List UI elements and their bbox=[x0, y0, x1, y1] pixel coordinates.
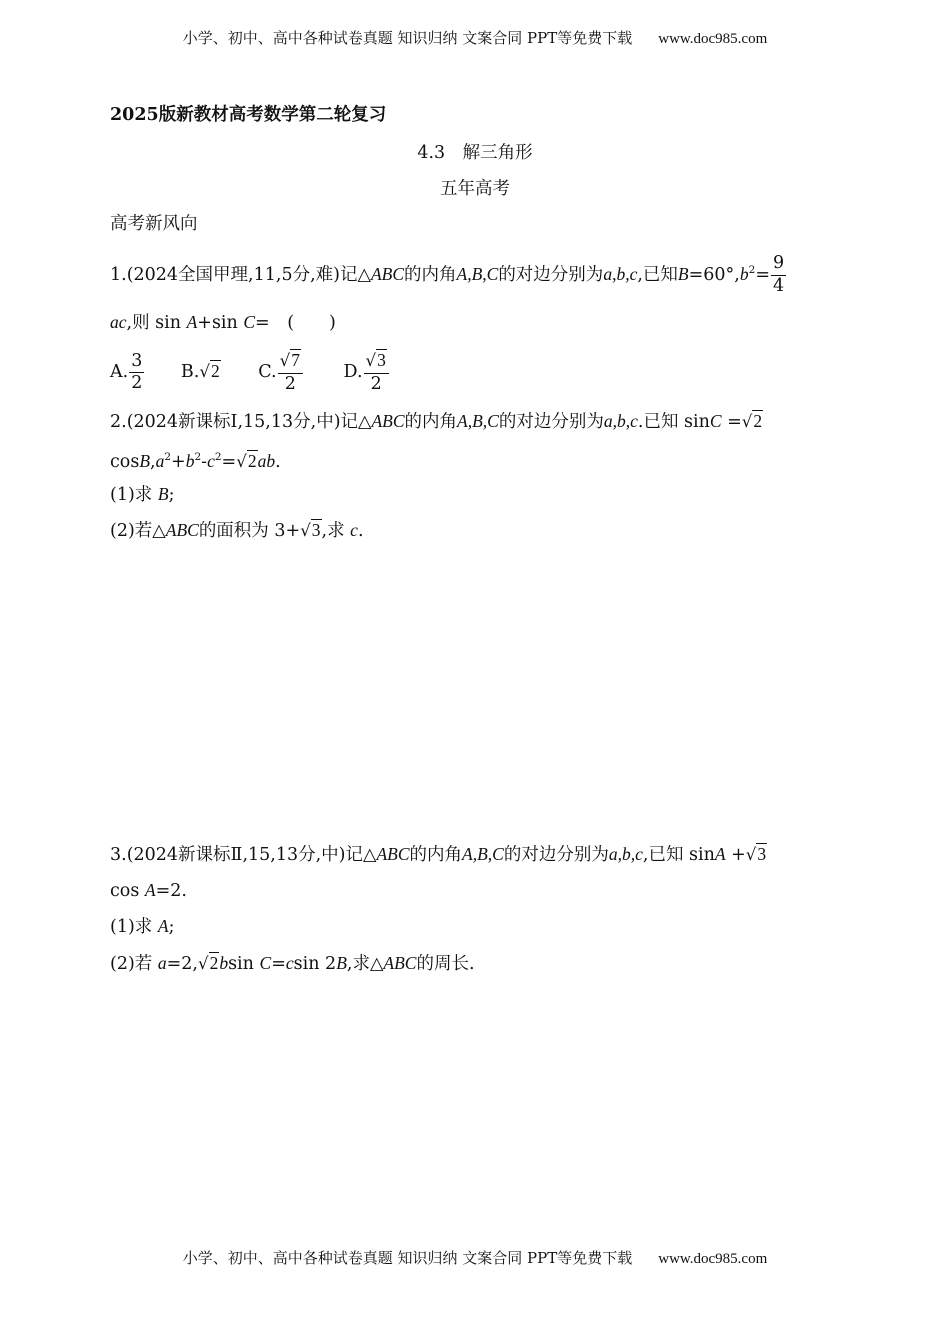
q1-options bbox=[110, 348, 390, 395]
q1-stem: 1.(2024全国甲理,11,5分,难)记△ABC的内角A,B,C的对边分别为a,b,c,已知$B=60^\circ,b^2=$ $\frac{9}{4}$ bbox=[110, 253, 785, 296]
q2-stem: 2.(2024新课标Ⅰ,15,13分,中)记△ABC的内角A,B,C的对边分别为a,b,c.已知 sinC =√2 bbox=[110, 411, 763, 432]
page-header bbox=[0, 28, 950, 49]
q3-stem-cont: cos A=2. bbox=[110, 880, 187, 901]
page-footer bbox=[0, 1248, 950, 1269]
q1-option-a[interactable]: A. $\frac{3}{2}$ bbox=[110, 350, 143, 393]
q3-stem: 3.(2024新课标Ⅱ,15,13分,中)记△ABC的内角A,B,C的对边分别为a,b,c,已知 sinA +√3 bbox=[110, 844, 767, 865]
q3-part2: (2)若 a=2,√2bsin C=csin 2B,求△ABC的周长. bbox=[110, 953, 475, 974]
section-title: 4.3 解三角形 bbox=[417, 143, 533, 163]
footer-text: 小学、初中、高中各种试卷真题 知识归纳 文案合同 PPT等免费下载 bbox=[182, 1249, 633, 1267]
header-text: 小学、初中、高中各种试卷真题 知识归纳 文案合同 PPT等免费下载 bbox=[182, 29, 633, 47]
q1-option-b[interactable]: B.√2 bbox=[180, 361, 220, 382]
header-url[interactable]: www.doc985.com bbox=[658, 31, 768, 47]
q2-part2: (2)若△ABC的面积为 3+√3,求 c. bbox=[110, 520, 364, 541]
footer-url[interactable]: www.doc985.com bbox=[658, 1251, 768, 1267]
q3-part1: (1)求 A; bbox=[110, 916, 175, 937]
q2-stem-cont: $\cos B,a^2+b^2-c^2=√2ab$. bbox=[110, 450, 281, 472]
subsection-title: 五年高考 bbox=[440, 179, 510, 199]
q2-part1: (1)求 B; bbox=[110, 484, 175, 505]
category-label: 高考新风向 bbox=[110, 214, 198, 234]
q1-option-c[interactable]: C. $\frac{√7}{2}$ bbox=[258, 349, 304, 395]
doc-title: 2025版新教材高考数学第二轮复习 bbox=[110, 105, 387, 125]
q1-option-d[interactable]: D. $\frac{√3}{2}$ bbox=[344, 349, 390, 395]
q1-fraction: $\frac{9}{4}$ bbox=[772, 253, 785, 296]
q1-stem-cont: ac,则 sin A+sin C= ( ) bbox=[110, 312, 336, 333]
